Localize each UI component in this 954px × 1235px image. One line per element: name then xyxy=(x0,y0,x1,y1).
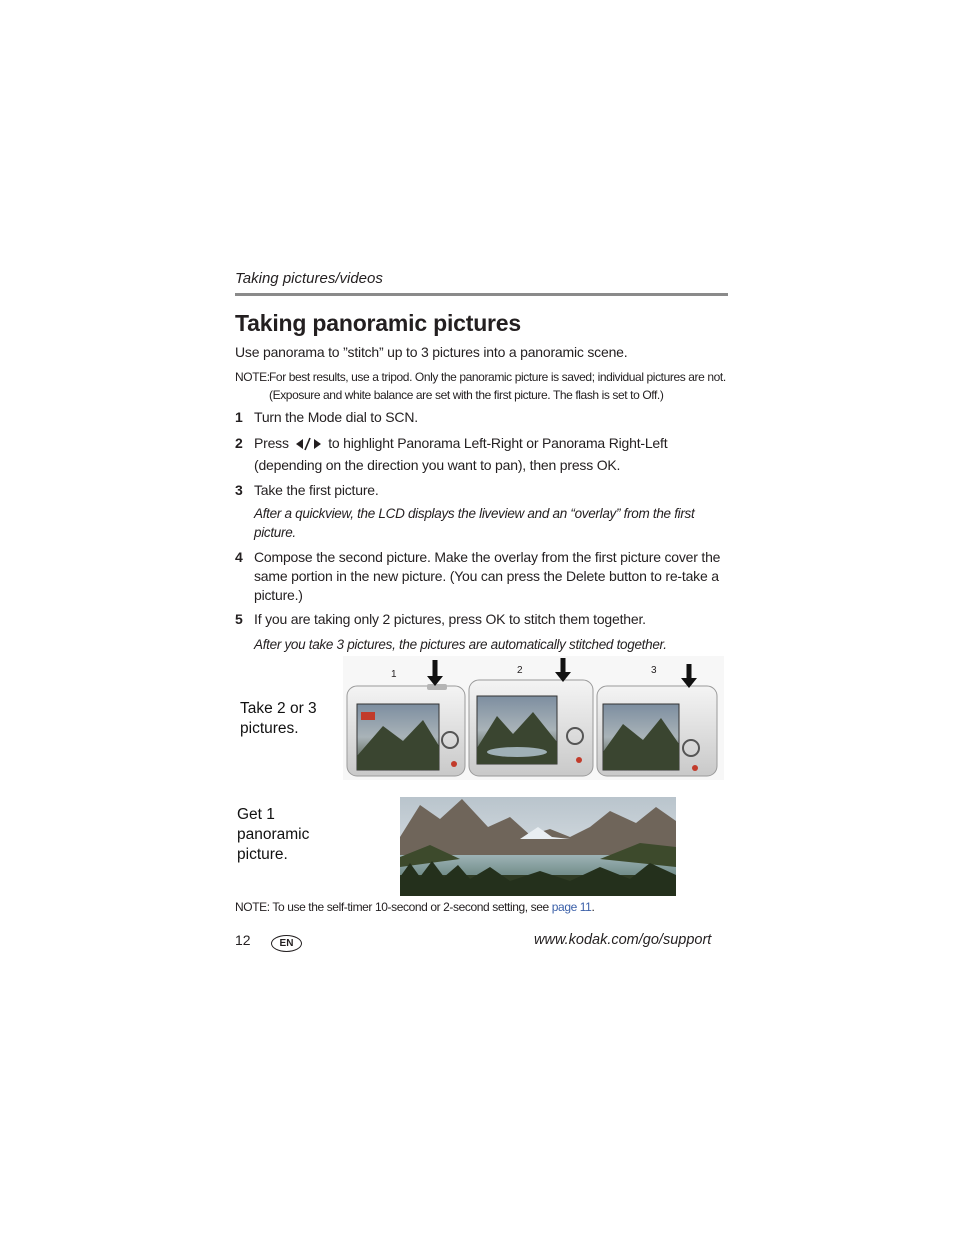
step-text: Take the first picture. xyxy=(254,482,379,498)
running-header: Taking pictures/videos xyxy=(235,270,383,287)
language-badge: EN xyxy=(271,935,302,952)
camera-number-2: 2 xyxy=(517,665,523,676)
note-label: NOTE: xyxy=(235,900,270,914)
page-title: Taking panoramic pictures xyxy=(235,310,521,336)
caption-get-panorama: Get 1 panoramic picture. xyxy=(237,806,310,863)
note-text: To use the self-timer 10-second or 2-second setting, see xyxy=(272,900,549,914)
step-result: After a quickview, the LCD displays the liveview and an “overlay” from the first picture. xyxy=(254,506,695,540)
page-number: 12 xyxy=(235,932,251,948)
step-result: After you take 3 pictures, the pictures are automatically stitched together. xyxy=(254,637,667,652)
step-number: 4 xyxy=(235,549,243,565)
step-5 xyxy=(235,610,730,654)
step-text: Turn the Mode dial to SCN. xyxy=(254,409,418,425)
step-text: Compose the second picture. Make the overlay from the first picture cover the same portion in the new picture. (You can press the Delete button to re-take a picture.) xyxy=(254,549,721,603)
step-number: 1 xyxy=(235,409,243,425)
left-right-arrows-icon xyxy=(295,437,323,456)
support-url[interactable]: www.kodak.com/go/support xyxy=(534,932,712,948)
step-number: 5 xyxy=(235,611,243,627)
note-end: . xyxy=(591,900,595,914)
step-4 xyxy=(235,548,730,605)
header-rule xyxy=(235,293,728,296)
note-tripod xyxy=(235,368,730,404)
step-list xyxy=(235,408,730,654)
step-2 xyxy=(235,434,730,475)
step-number: 3 xyxy=(235,482,243,498)
page-11-link[interactable]: page 11 xyxy=(551,900,592,914)
note-self-timer xyxy=(235,900,594,914)
step-number: 2 xyxy=(235,435,243,451)
camera-number-1: 1 xyxy=(391,669,397,680)
note-label: NOTE: xyxy=(235,370,270,384)
note-body: For best results, use a tripod. Only the panoramic picture is saved; individual pictures are not. (Exposure and white balance are set with the first picture. The flash is set to Off.) xyxy=(269,370,726,402)
panoramic-photo xyxy=(400,797,676,896)
step-text-before: Press xyxy=(254,435,289,451)
intro-text: Use panorama to ”stitch” up to 3 pictures into a panoramic scene. xyxy=(235,344,628,360)
step-text: If you are taking only 2 pictures, press OK to stitch them together. xyxy=(254,611,646,627)
camera-sequence-illustration xyxy=(343,656,724,780)
caption-take-pictures: Take 2 or 3 pictures. xyxy=(240,700,317,737)
step-1 xyxy=(235,408,730,427)
camera-number-3: 3 xyxy=(651,665,657,676)
step-3 xyxy=(235,481,730,542)
step-text-after: to highlight Panorama Left-Right or Panorama Right-Left (depending on the direction you want to pan), then press OK. xyxy=(254,435,668,473)
